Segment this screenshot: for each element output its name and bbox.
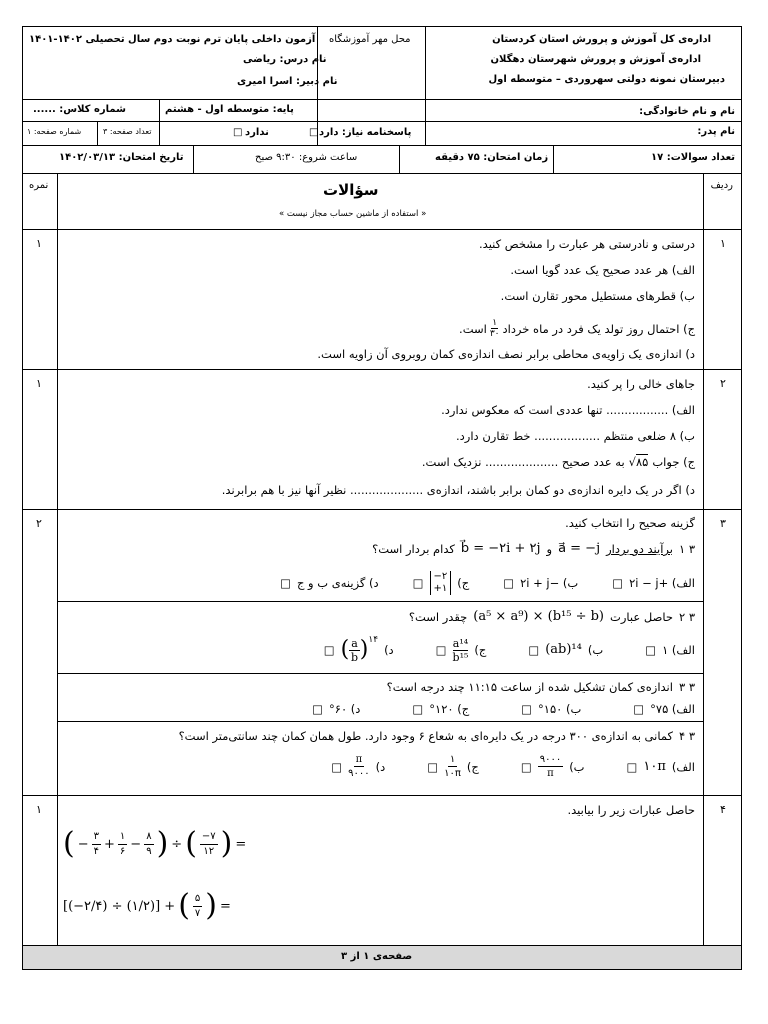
class-number: شماره کلاس: ...... bbox=[33, 104, 126, 115]
answer-sheet-needed: پاسخنامه نیاز: دارد bbox=[319, 127, 412, 138]
q3-4-option-c-label: ج) bbox=[466, 759, 479, 774]
checkbox-yes[interactable]: □ bbox=[309, 127, 319, 138]
q3-3-label: ۳ ۳ bbox=[678, 680, 695, 694]
q3-3-option-d: د) ۶۰° bbox=[329, 702, 361, 716]
q3-3-option-c: ج) ۱۲۰° bbox=[429, 702, 470, 716]
column-row-number: ردیف bbox=[710, 180, 733, 191]
exam-duration: زمان امتحان: ۷۵ دقیقه bbox=[435, 152, 549, 163]
q3-1-label: ۳ ۱ bbox=[678, 542, 695, 556]
q3-4-option-b-label: ب) bbox=[569, 759, 585, 774]
q3-title: گزینه صحیح را انتخاب کنید. bbox=[565, 516, 695, 530]
q3-3-option-a: الف) ۷۵° bbox=[650, 702, 695, 716]
q3-1-and: و bbox=[546, 542, 553, 556]
q4-e1-num-1: ۳ bbox=[92, 830, 101, 845]
q4-e1-num-2: ۱ bbox=[118, 830, 127, 845]
q3-1-checkbox-b[interactable]: □ bbox=[503, 576, 515, 590]
q1-d: د) اندازه‌ی یک زاویه‌ی محاطی برابر نصف اندازه‌ی کمان روبروی آن زاویه است. bbox=[317, 347, 695, 361]
q3-4-option-c-num: ۱ bbox=[449, 754, 456, 765]
q3-4-option-a: ۱۰π bbox=[643, 758, 666, 774]
q3-2-option-d-num: a bbox=[351, 637, 358, 650]
q1-title: درستی و نادرستی هر عبارت را مشخص کنید. bbox=[479, 237, 695, 251]
q3-1-stem bbox=[372, 540, 695, 558]
q3-3-checkbox-c[interactable]: □ bbox=[412, 702, 424, 716]
start-time: ساعت شروع: ۹:۳۰ صبح bbox=[255, 152, 358, 163]
q1-number: ۱ bbox=[720, 237, 726, 250]
q3-2-option-b-label: ب) bbox=[587, 643, 604, 657]
teacher-name: نام دبیر: اسرا امیری bbox=[237, 76, 338, 87]
q1-c-text: ج) احتمال روز تولد یک فرد در ماه خرداد bbox=[502, 321, 695, 336]
q3-4-option-d-fraction bbox=[348, 753, 369, 780]
q3-2-option-b: (ab)¹⁴ bbox=[545, 642, 582, 657]
q2-c-radical: √۸۵ bbox=[628, 455, 649, 469]
q3-3-option-b: ب) ۱۵۰° bbox=[538, 702, 582, 716]
q3-2-checkbox-c[interactable]: □ bbox=[435, 643, 447, 657]
q4-score: ۱ bbox=[36, 803, 42, 816]
q3-1-options bbox=[280, 571, 695, 595]
q3-1-option-c-matrix bbox=[430, 571, 452, 595]
q4-expression-1: ( − ۳ ۴ + ۱ ۶ − ۸ ۹ ) ÷ ( −۷ ۱۲ ) = bbox=[63, 826, 247, 861]
q4-e2-den: ۷ bbox=[194, 907, 201, 919]
q3-1-text: برآیند دو بردار bbox=[606, 542, 673, 556]
q4-e1-den-2: ۶ bbox=[119, 845, 126, 857]
q3-2-checkbox-b[interactable]: □ bbox=[528, 643, 540, 657]
q3-1-text-post: کدام بردار است؟ bbox=[372, 542, 455, 556]
q2-a: الف) ................. تنها عددی است که معکوس ندارد. bbox=[441, 403, 695, 417]
page-number: شماره صفحه: ۱ bbox=[27, 127, 82, 136]
father-name-label: نام پدر: bbox=[697, 126, 735, 137]
q3-1-checkbox-c[interactable]: □ bbox=[412, 576, 424, 590]
q3-2-option-d-label: د) bbox=[384, 643, 394, 657]
q3-score: ۲ bbox=[36, 517, 42, 530]
q3-1-matrix-top: −۲ bbox=[433, 571, 448, 582]
answer-sheet-not-needed: ندارد bbox=[245, 127, 269, 138]
q3-2-text-post: چقدر است؟ bbox=[408, 610, 468, 624]
q3-1-checkbox-a[interactable]: □ bbox=[612, 576, 624, 590]
checkbox-no[interactable]: □ bbox=[233, 127, 243, 138]
q1-c bbox=[459, 318, 695, 339]
page-count: تعداد صفحه: ۳ bbox=[103, 127, 152, 136]
q3-4-option-c-den: ۱۰π bbox=[444, 768, 461, 779]
exam-sheet bbox=[22, 26, 742, 970]
question-count: تعداد سوالات: ۱۷ bbox=[651, 152, 735, 163]
q3-4-checkbox-c[interactable]: □ bbox=[427, 759, 439, 774]
q3-4-options bbox=[331, 753, 695, 780]
q1-a: الف) هر عدد صحیح یک عدد گویا است. bbox=[510, 263, 695, 277]
q4-e1-num-4: −۷ bbox=[200, 830, 218, 845]
q3-2-option-c-num: a¹⁴ bbox=[452, 636, 469, 650]
q3-4-option-b-fraction bbox=[538, 753, 563, 780]
q3-2-option-c-label: ج) bbox=[474, 643, 487, 657]
q3-1-option-b: ب) −۲i + j bbox=[520, 576, 579, 590]
questions-heading: سؤالات bbox=[323, 181, 379, 199]
q3-2-option-c-fraction bbox=[453, 637, 469, 664]
subject: نام درس: ریاضی bbox=[243, 54, 327, 65]
q3-1-option-c-label: ج) bbox=[457, 576, 470, 590]
q4-e2-equals: = bbox=[220, 898, 231, 914]
calculator-note: « استفاده از ماشین حساب مجاز نیست » bbox=[279, 209, 427, 219]
q1-score: ۱ bbox=[36, 237, 42, 250]
q3-4-checkbox-d[interactable]: □ bbox=[331, 759, 343, 774]
q4-e1-num-3: ۸ bbox=[144, 830, 153, 845]
q3-4-option-d-label: د) bbox=[375, 759, 386, 774]
q1-c-fraction bbox=[490, 318, 500, 339]
q2-b: ب) ۸ ضلعی منتظم .................. خط تقارن دارد. bbox=[456, 429, 695, 443]
q3-3-checkbox-b[interactable]: □ bbox=[521, 702, 533, 716]
q4-e2-num: ۵ bbox=[193, 892, 202, 907]
q2-score: ۱ bbox=[36, 377, 42, 390]
q3-number: ۳ bbox=[720, 517, 726, 530]
q3-3-options bbox=[312, 701, 695, 717]
q3-4-option-b-den: π bbox=[547, 768, 554, 779]
stamp-area: محل مهر آموزشگاه bbox=[329, 34, 411, 45]
org-line-2: اداره‌ی آموزش و پرورش شهرستان دهگلان bbox=[490, 54, 701, 65]
q4-e1-equals: = bbox=[235, 836, 247, 852]
q3-4-text: کمانی به اندازه‌ی ۳۰۰ درجه در یک دایره‌ای به شعاع ۶ وجود دارد. طول همان کمان چند سانتی‌متر است؟ bbox=[178, 729, 673, 743]
q3-4-option-b-num: ۹۰۰۰ bbox=[539, 754, 562, 765]
exam-title: آزمون داخلی پایان ترم نوبت دوم سال تحصیلی ۱۴۰۲-۱۴۰۱ bbox=[29, 34, 316, 45]
q3-1-option-d: د) گزینه‌ی ب و ج bbox=[296, 576, 379, 590]
column-score: نمره bbox=[29, 180, 49, 191]
q4-e1-den-1: ۴ bbox=[93, 845, 99, 857]
q3-1-vector-b: b⃗ = −۲i + ۲j bbox=[460, 541, 541, 556]
q3-1-matrix-bottom: +۱ bbox=[433, 583, 448, 594]
q3-2-text: حاصل عبارت bbox=[610, 610, 673, 624]
q3-4-stem bbox=[179, 728, 695, 744]
q3-4-checkbox-b[interactable]: □ bbox=[520, 759, 532, 774]
q3-2-checkbox-a[interactable]: □ bbox=[645, 643, 657, 657]
q3-2-option-a: الف) ۱ bbox=[662, 643, 695, 657]
q3-4-option-a-label: الف) bbox=[671, 759, 695, 774]
q3-2-stem bbox=[409, 608, 695, 626]
q2-c-pre: ج) جواب bbox=[652, 455, 695, 469]
q2-c-post: به عدد صحیح .................... نزدیک است. bbox=[421, 455, 625, 469]
q3-2-options bbox=[324, 635, 695, 665]
q3-2-option-d-den: b bbox=[350, 651, 359, 664]
q3-2-checkbox-d[interactable]: □ bbox=[323, 643, 335, 657]
q1-c-den: ۳۰ bbox=[489, 329, 500, 339]
q1-c-num: ۱ bbox=[492, 318, 498, 328]
grade: پایه: متوسطه اول - هشتم bbox=[165, 104, 294, 115]
q2-c bbox=[422, 454, 695, 470]
q3-4-label: ۳ ۴ bbox=[678, 729, 695, 743]
org-line-1: اداره‌ی کل آموزش و پرورش استان کردستان bbox=[492, 34, 711, 45]
school-name: دبیرستان نمونه دولتی سهروردی – متوسطه اول bbox=[488, 74, 725, 85]
student-name-label: نام و نام خانوادگی: bbox=[639, 106, 735, 117]
q4-title: حاصل عبارات زیر را بیابید. bbox=[567, 803, 695, 817]
q3-2-expression: (a⁵ × a⁹) × (b¹⁵ ÷ b) bbox=[473, 609, 604, 624]
q2-number: ۲ bbox=[720, 377, 726, 390]
exam-date: تاریخ امتحان: ۱۴۰۲/۰۳/۱۳ bbox=[59, 152, 184, 163]
q3-1-vector-a: a⃗ = −j bbox=[558, 541, 601, 556]
q3-2-option-d-exponent: ۱۴ bbox=[368, 635, 379, 645]
q2-c-radicand: ۸۵ bbox=[636, 455, 649, 469]
q3-4-option-d-num: π bbox=[355, 754, 363, 765]
q2-d: د) اگر در یک دایره اندازه‌ی دو کمان برابر باشند، اندازه‌ی .................... نظیر آنها نیز با هم برابرند. bbox=[221, 483, 695, 497]
q2-title: جاهای خالی را پر کنید. bbox=[587, 377, 695, 391]
q3-1-checkbox-d[interactable]: □ bbox=[280, 576, 291, 590]
q1-b: ب) قطرهای مستطیل محور تقارن است. bbox=[500, 289, 695, 303]
q3-3-text: اندازه‌ی کمان تشکیل شده از ساعت ۱۱:۱۵ چند درجه است؟ bbox=[386, 680, 673, 694]
q3-4-checkbox-a[interactable]: □ bbox=[626, 759, 638, 774]
q3-2-label: ۳ ۲ bbox=[678, 610, 695, 624]
q3-4-option-d-den: ۹۰۰۰ bbox=[348, 768, 370, 779]
q1-c-post: است. bbox=[459, 321, 487, 336]
q3-3-checkbox-a[interactable]: □ bbox=[633, 702, 645, 716]
q3-1-option-a: الف) +۲i − j bbox=[629, 576, 695, 590]
q3-4-option-c-fraction bbox=[444, 753, 461, 780]
q4-e1-den-3: ۹ bbox=[146, 845, 152, 857]
q3-2-option-d: ( $\frac{a}{b}$ ) ۱۴ bbox=[340, 635, 379, 664]
q3-2-option-c-den: b¹⁵ bbox=[452, 650, 469, 664]
q3-3-checkbox-d[interactable]: □ bbox=[312, 702, 324, 716]
q4-number: ۴ bbox=[720, 803, 726, 816]
q3-3-stem bbox=[387, 679, 695, 695]
page-footer: صفحه‌ی ۱ از ۳ bbox=[341, 951, 413, 962]
q4-e1-den-4: ۱۲ bbox=[203, 845, 215, 857]
q4-e2-text: [(−۲/۴) ÷ (۱/۲)] + bbox=[63, 898, 176, 914]
q4-expression-2: [(−۲/۴) ÷ (۱/۲)] + ( ۵ ۷ ) = bbox=[63, 888, 231, 923]
